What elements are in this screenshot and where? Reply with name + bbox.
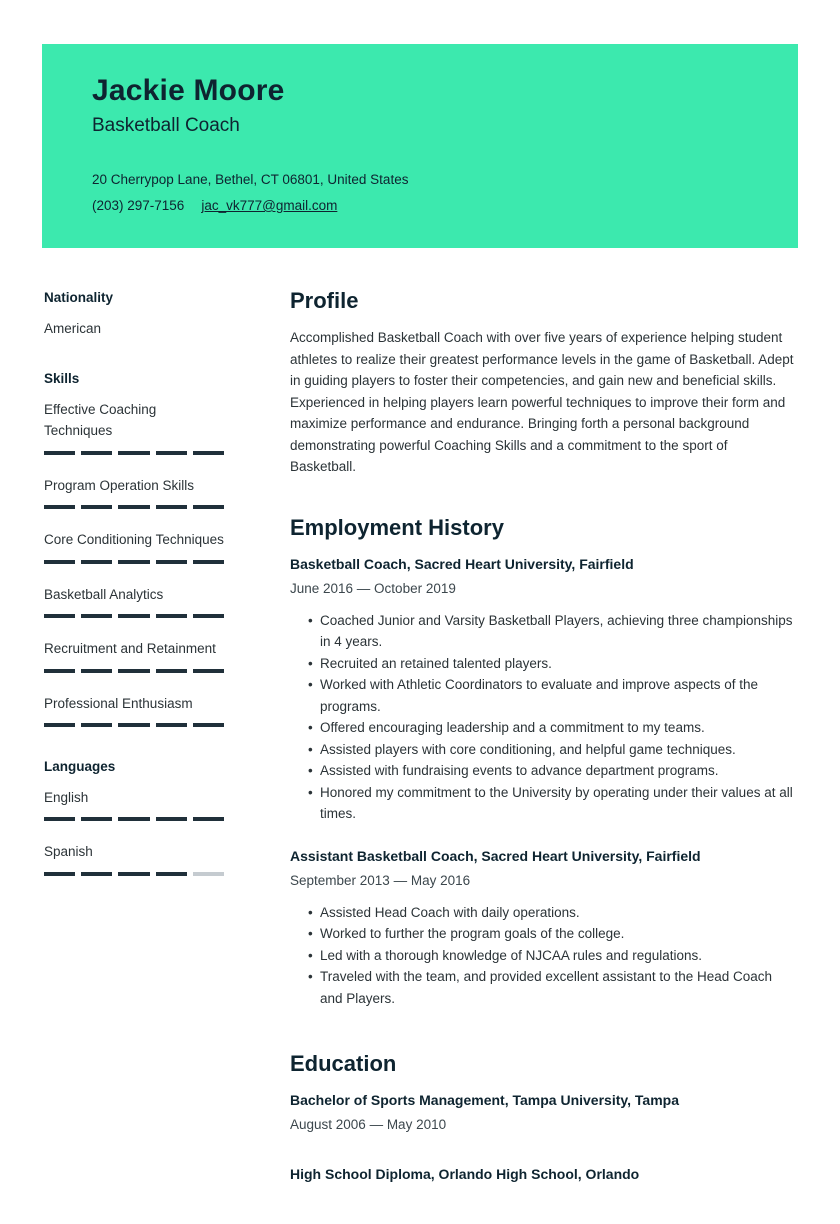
skill-bar-segment — [156, 614, 187, 618]
job-title: Assistant Basketball Coach, Sacred Heart University, Fairfield — [290, 847, 701, 864]
skill-bar-segment — [81, 817, 112, 821]
skill-bar-segment — [156, 505, 187, 509]
skill-level-bar — [44, 669, 224, 673]
skill-bar-segment — [44, 669, 75, 673]
job-title: Basketball Coach, Sacred Heart University, Fairfield — [290, 555, 634, 572]
job-dates: September 2013 — May 2016 — [290, 872, 471, 888]
skill-bar-segment — [193, 614, 224, 618]
skill-bar-segment — [81, 723, 112, 727]
phone-email-line — [92, 197, 748, 215]
skill-label: Basketball Analytics — [44, 586, 164, 602]
skill-bar-segment — [44, 505, 75, 509]
skill-level-bar — [44, 560, 224, 564]
skill-bar-segment — [193, 669, 224, 673]
language-label: Spanish — [44, 844, 93, 859]
job-entry — [290, 554, 796, 825]
education-dates: August 2006 — May 2010 — [290, 1117, 447, 1132]
profile-section — [290, 287, 796, 478]
job-bullet: • Worked to further the program goals of the college. — [308, 923, 796, 945]
content-columns — [42, 287, 798, 1184]
skill-bar-segment — [44, 614, 75, 618]
contact-block — [92, 171, 748, 215]
skill-bar-segment — [118, 817, 149, 821]
employment-section — [290, 514, 796, 1010]
language-item — [44, 841, 226, 876]
job-bullet: • Honored my commitment to the University by operating under their values at all times. — [308, 782, 796, 825]
skills-heading: Skills — [44, 371, 80, 386]
skill-bar-segment — [81, 451, 112, 455]
skill-bar-segment — [81, 505, 112, 509]
main-column — [290, 287, 796, 1184]
skill-bar-segment — [118, 505, 149, 509]
skill-bar-segment — [118, 669, 149, 673]
language-level-bar — [44, 872, 224, 876]
job-bullet: • Recruited an retained talented players. — [308, 653, 796, 675]
skill-label: Program Operation Skills — [44, 477, 195, 493]
skill-bar-segment — [118, 614, 149, 618]
job-bullet: • Assisted Head Coach with daily operations. — [308, 902, 796, 924]
job-bullet-list — [290, 610, 796, 825]
skill-bar-segment — [81, 560, 112, 564]
education-entry — [290, 1164, 796, 1184]
language-item — [44, 787, 226, 822]
sidebar — [44, 287, 226, 1184]
profile-text: Accomplished Basketball Coach with over five years of experience helping student athletes to realize their greatest performance levels in the game of Basketball. Adept in guiding players to foster their competencies, and gain new and beneficial skills. Experienced in helping players learn powerful techniques to improve their form and maximize performance and endurance. Bringing forth a personal background demonstrating powerful Coaching Skills and a commitment to the sport of Basketball. — [290, 330, 794, 474]
person-job-title: Basketball Coach — [92, 115, 240, 136]
job-bullet: • Assisted players with core conditioning, and helpful game techniques. — [308, 739, 796, 761]
skill-bar-segment — [193, 817, 224, 821]
skill-bar-segment — [44, 817, 75, 821]
education-title: Bachelor of Sports Management, Tampa University, Tampa — [290, 1092, 679, 1108]
employment-heading: Employment History — [290, 514, 504, 540]
skill-label: Professional Enthusiasm — [44, 695, 193, 711]
skill-bar-segment — [81, 872, 112, 876]
skill-bar-segment — [118, 560, 149, 564]
languages-heading: Languages — [44, 759, 116, 774]
skill-level-bar — [44, 451, 224, 455]
job-bullet: • Traveled with the team, and provided excellent assistant to the Head Coach and Players. — [308, 966, 796, 1009]
skill-bar-segment — [193, 505, 224, 509]
job-entry — [290, 846, 796, 1010]
address-line: 20 Cherrypop Lane, Bethel, CT 06801, United States — [92, 172, 409, 187]
profile-heading: Profile — [290, 288, 359, 313]
skill-bar-segment — [193, 451, 224, 455]
education-section — [290, 1050, 796, 1184]
skills-section — [44, 368, 226, 727]
skill-bar-segment — [118, 872, 149, 876]
skill-level-bar — [44, 723, 224, 727]
skill-bar-segment — [44, 451, 75, 455]
job-bullet: • Worked with Athletic Coordinators to evaluate and improve aspects of the programs. — [308, 674, 796, 717]
job-bullet: • Offered encouraging leadership and a commitment to my teams. — [308, 717, 796, 739]
skill-bar-segment — [156, 817, 187, 821]
resume-header — [42, 44, 798, 248]
skill-item — [44, 638, 226, 673]
skill-label: Core Conditioning Techniques — [44, 532, 224, 547]
job-bullet: • Led with a thorough knowledge of NJCAA rules and regulations. — [308, 945, 796, 967]
skill-level-bar — [44, 614, 224, 618]
skill-bar-segment — [44, 560, 75, 564]
skill-bar-segment — [118, 723, 149, 727]
job-bullet: • Coached Junior and Varsity Basketball Players, achieving three championships in 4 years. — [308, 610, 796, 653]
skill-bar-segment — [193, 723, 224, 727]
skill-level-bar — [44, 505, 224, 509]
email-link[interactable]: jac_vk777@gmail.com — [201, 198, 338, 213]
job-bullet-list — [290, 902, 796, 1010]
nationality-heading: Nationality — [44, 290, 114, 305]
skill-label: Effective Coaching Techniques — [44, 401, 157, 438]
nationality-section — [44, 287, 226, 339]
skill-label: Recruitment and Retainment — [44, 641, 216, 656]
education-heading: Education — [290, 1051, 397, 1076]
skill-bar-segment — [81, 669, 112, 673]
skill-item — [44, 584, 226, 619]
skill-bar-segment — [156, 451, 187, 455]
skill-bar-segment — [44, 723, 75, 727]
languages-section — [44, 756, 226, 876]
skill-bar-segment — [156, 669, 187, 673]
person-name: Jackie Moore — [92, 74, 285, 107]
phone-number: (203) 297-7156 — [92, 198, 185, 213]
skill-item — [44, 693, 226, 728]
skill-bar-segment — [156, 560, 187, 564]
nationality-value: American — [44, 320, 102, 336]
language-level-bar — [44, 817, 224, 821]
skill-bar-segment — [44, 872, 75, 876]
education-title: High School Diploma, Orlando High School, Orlando — [290, 1166, 640, 1182]
skill-bar-segment — [81, 614, 112, 618]
skill-bar-segment — [156, 872, 187, 876]
job-bullet: • Assisted with fundraising events to advance department programs. — [308, 760, 796, 782]
skill-bar-segment — [193, 560, 224, 564]
language-label: English — [44, 789, 89, 805]
skill-bar-segment — [193, 872, 224, 876]
skill-item — [44, 399, 226, 455]
job-dates: June 2016 — October 2019 — [290, 580, 456, 596]
education-entry — [290, 1090, 796, 1135]
skill-bar-segment — [156, 723, 187, 727]
skill-bar-segment — [118, 451, 149, 455]
skill-item — [44, 475, 226, 510]
skill-item — [44, 529, 226, 564]
